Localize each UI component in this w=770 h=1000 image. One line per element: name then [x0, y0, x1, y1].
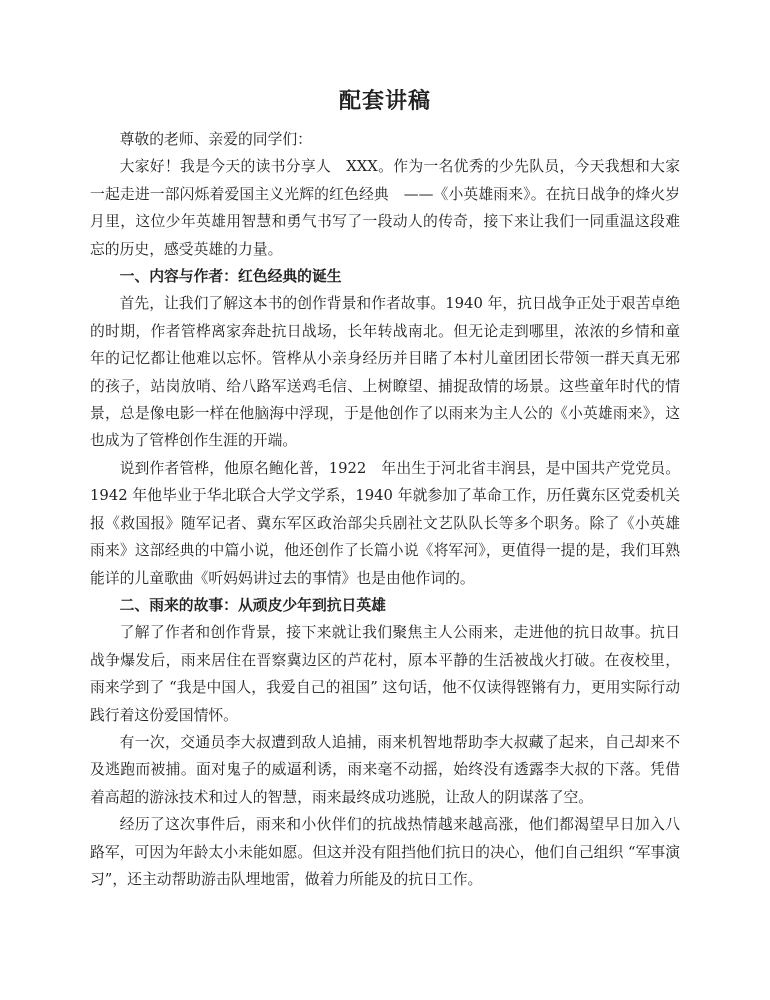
- section-heading: 一、内容与作者：红色经典的诞生: [119, 268, 342, 286]
- body-paragraph: 有一次，交通员李大叔遭到敌人追捕，雨来机智地帮助李大叔藏了起来，自己却来不及逃跑而被捕。面对鬼子的威逼利诱，雨来毫不动摇，始终没有透露李大叔的下落。凭借着高超的游泳技术和过人的智慧，雨来最终成功逃脱，让敌人的阴谋落了空。: [90, 733, 680, 806]
- body-paragraph: 尊敬的老师、亲爱的同学们：: [119, 131, 312, 148]
- document-body: [90, 126, 680, 893]
- body-paragraph: 经历了这次事件后，雨来和小伙伴们的抗战热情越来越高涨，他们都渴望早日加入八路军，可因为年龄太小未能如愿。但这并没有阻挡他们抗日的决心，他们自己组织 “军事演习”，还主动帮助游击队埋地雷，做着力所能及的抗日工作。: [90, 816, 680, 888]
- body-paragraph: 首先，让我们了解这本书的创作背景和作者故事。1940 年，抗日战争正处于艰苦卓绝的时期，作者管桦离家奔赴抗日战场，长年转战南北。但无论走到哪里，浓浓的乡情和童年的记忆都让他难以忘怀。管桦从小亲身经历并目睹了本村儿童团团长带领一群天真无邪的孩子，站岗放哨、给八路军送鸡毛信、上树瞭望、捕捉敌情的场景。这些童年时代的情景，总是像电影一样在他脑海中浮现，于是他创作了以雨来为主人公的《小英雄雨来》，这也成为了管桦创作生涯的开端。: [90, 295, 680, 450]
- body-paragraph: 大家好！我是今天的读书分享人 XXX。作为一名优秀的少先队员，今天我想和大家一起走进一部闪烁着爱国主义光辉的红色经典 ——《小英雄雨来》。在抗日战争的烽火岁月里，这位少年英雄用智慧和勇气书写了一段动人的传奇，接下来让我们一同重温这段难忘的历史，感受英雄的力量。: [90, 158, 680, 258]
- section-heading: 二、雨来的故事：从顽皮少年到抗日英雄: [119, 596, 386, 614]
- document-title: 配套讲稿: [338, 88, 431, 114]
- body-paragraph: 说到作者管桦，他原名鲍化普，1922 年出生于河北省丰润县，是中国共产党党员。1942 年他毕业于华北联合大学文学系，1940 年就参加了革命工作，历任冀东区党委机关报《救国报》随军记者、冀东军区政治部尖兵剧社文艺队队长等多个职务。除了《小英雄雨来》这部经典的中篇小说，他还创作了长篇小说《将军河》，更值得一提的是，我们耳熟能详的儿童歌曲《听妈妈讲过去的事情》也是由他作词的。: [90, 459, 680, 587]
- body-paragraph: 了解了作者和创作背景，接下来就让我们聚焦主人公雨来，走进他的抗日故事。抗日战争爆发后，雨来居住在晋察冀边区的芦花村，原本平静的生活被战火打破。在夜校里，雨来学到了 “我是中国人，我爱自己的祖国” 这句话，他不仅读得铿锵有力，更用实际行动践行着这份爱国情怀。: [90, 624, 680, 724]
